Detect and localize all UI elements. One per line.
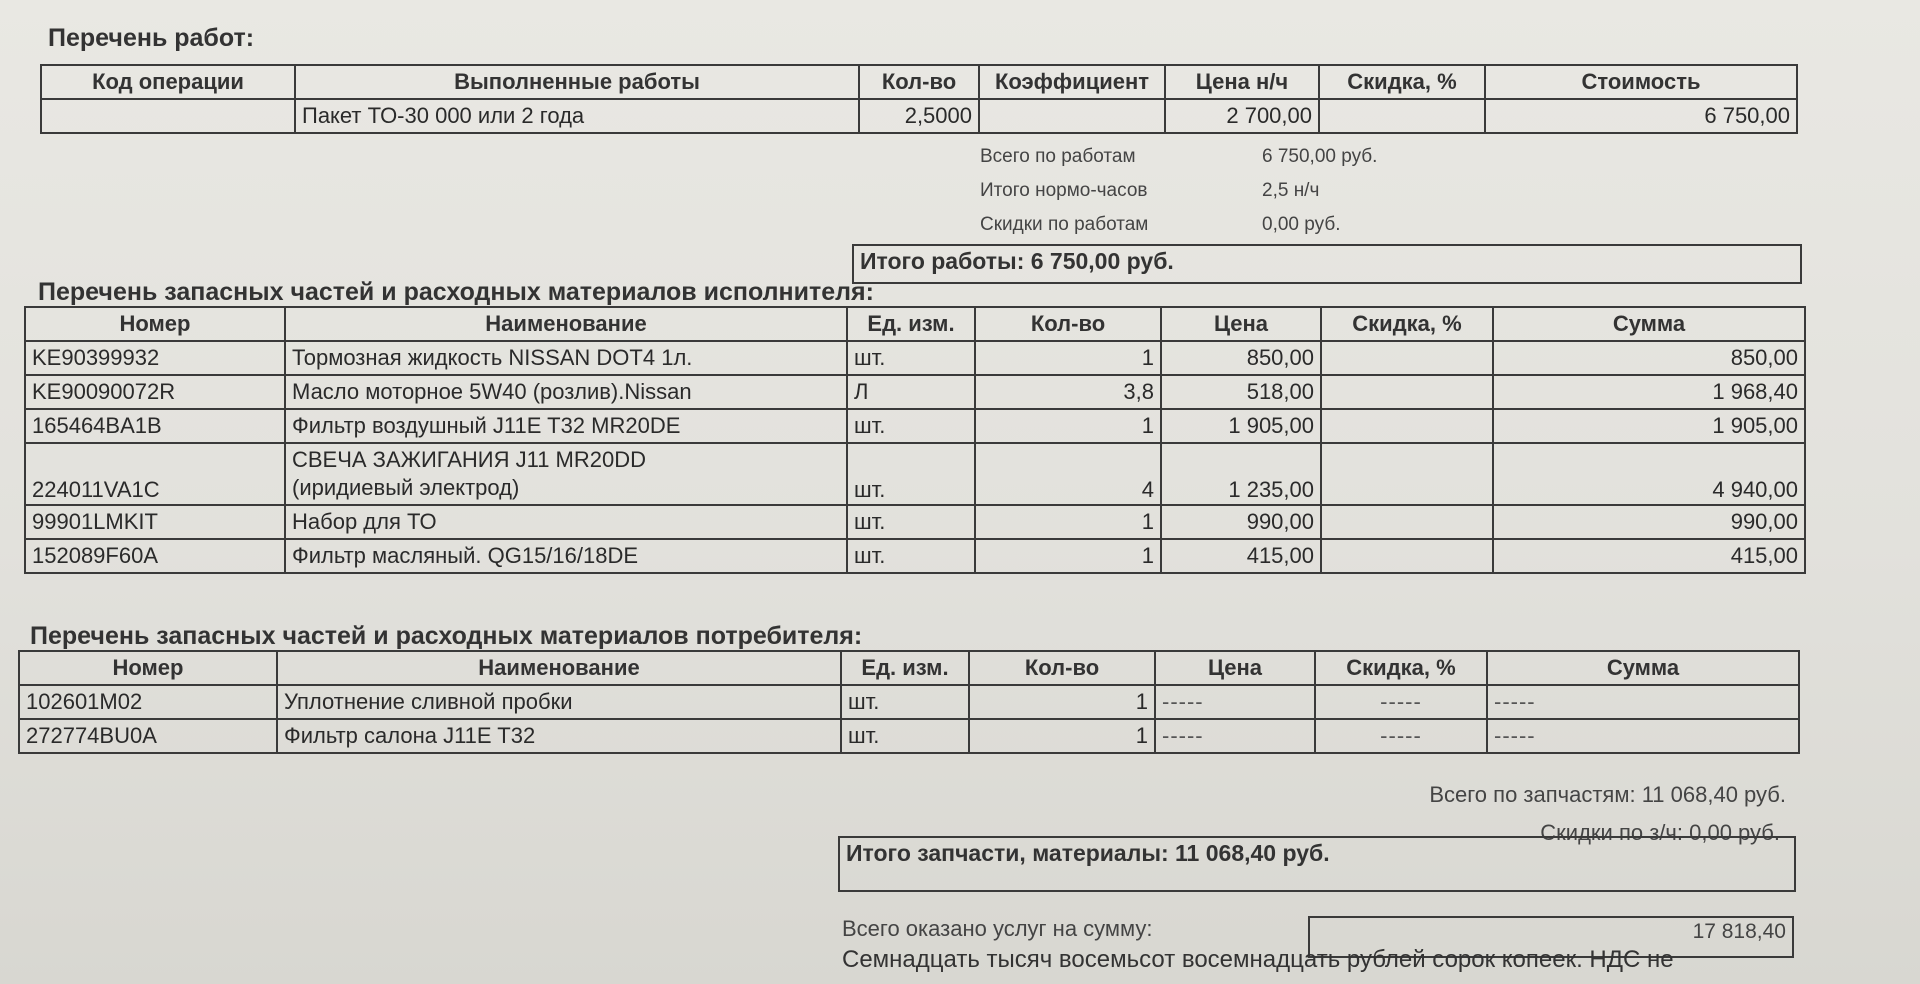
cell-name: Пакет ТО-30 000 или 2 года <box>295 99 859 133</box>
col-header: Выполненные работы <box>295 65 859 99</box>
table-row <box>41 99 1797 133</box>
col-header: Сумма <box>1487 651 1799 685</box>
col-header: Наименование <box>277 651 841 685</box>
col-header: Скидка, % <box>1321 307 1493 341</box>
col-header: Кол-во <box>859 65 979 99</box>
table-row: 165464BA1B Фильтр воздушный J11E T32 MR20DE шт. 1 1 905,00 1 905,00 <box>25 409 1805 443</box>
cell-code <box>41 99 295 133</box>
works-total-box: Итого работы: 6 750,00 руб. <box>852 244 1802 284</box>
col-header: Цена н/ч <box>1165 65 1319 99</box>
contractor-header-row <box>25 307 1805 341</box>
cell-name-line2: (иридиевый электрод) <box>292 475 520 500</box>
col-header: Скидка, % <box>1315 651 1487 685</box>
consumer-parts-title: Перечень запасных частей и расходных материалов потребителя: <box>30 622 863 650</box>
col-header: Ед. изм. <box>847 307 975 341</box>
cell-name-line1: СВЕЧА ЗАЖИГАНИЯ J11 MR20DD <box>292 447 646 472</box>
cell-qty: 2,5000 <box>859 99 979 133</box>
parts-total-box: Итого запчасти, материалы: 11 068,40 руб. <box>838 836 1796 892</box>
grand-total-label: Всего оказано услуг на сумму: <box>842 916 1153 941</box>
col-header: Скидка, % <box>1319 65 1485 99</box>
col-header: Коэффициент <box>979 65 1165 99</box>
consumer-header-row <box>19 651 1799 685</box>
col-header: Цена <box>1155 651 1315 685</box>
table-row: 224011VA1C СВЕЧА ЗАЖИГАНИЯ J11 MR20DD (иридиевый электрод) шт. 4 1 235,00 4 940,00 <box>25 443 1805 505</box>
table-row: KE90399932 Тормозная жидкость NISSAN DOT4 1л. шт. 1 850,00 850,00 <box>25 341 1805 375</box>
parts-summary-line: Всего по запчастям: 11 068,40 руб. <box>1429 782 1786 807</box>
col-header: Стоимость <box>1485 65 1797 99</box>
col-header: Цена <box>1161 307 1321 341</box>
grand-total-value: 17 818,40 <box>1308 916 1794 958</box>
table-row: 272774BU0A Фильтр салона J11E T32 шт. 1 ----- ----- ----- <box>19 719 1799 753</box>
works-title: Перечень работ: <box>48 24 255 52</box>
parts-summary-line: Скидки по з/ч: 0,00 руб. <box>1540 820 1780 845</box>
cell-coef <box>979 99 1165 133</box>
table-row: 152089F60A Фильтр масляный. QG15/16/18DE шт. 1 415,00 415,00 <box>25 539 1805 573</box>
col-header: Номер <box>19 651 277 685</box>
col-header: Кол-во <box>969 651 1155 685</box>
table-row: 99901LMKIT Набор для ТО шт. 1 990,00 990,00 <box>25 505 1805 539</box>
col-header: Код операции <box>41 65 295 99</box>
document-page: Перечень работ: Код операции Выполненные работы Кол-во Коэффициент Цена н/ч Скидка, % Стоимость Пакет ТО-30 000 или 2 года 2,5000 2 700,00 6 750,00 Всего по работам 6 750,00 руб. Итого нормо-часов 2,5 н/ч Скидки по работам 0,00 руб. Итого работы: 6 750,00 руб. Перечень запасных частей и расходных материалов исполнителя: Номер Наименование Ед. изм. Кол-во Цена Скидка, % Сумма KE90399932 Тормозная жидкость NISSAN DOT4 1л. шт. 1 850,00 850,00 KE90090072R Масло моторное 5W40 (розлив).Nissan Л 3,8 518,00 1 968,40 165464BA1B Фильтр воздушный J11E T32 MR20DE шт. 1 1 905,00 1 905,00 224011VA1C СВЕЧА ЗАЖИГАНИЯ J11 MR20DD (иридиевый электрод) шт. 4 1 235,00 4 940,00 99901LMKIT Набор для ТО шт. 1 990,00 990,00 152089F60A Фильтр масляный. QG15/16/18DE шт. 1 415,00 415,00 Перечень запасных частей и расходных материалов потребителя: Номер Наименование Ед. изм. Кол-во Цена Скидка, % Сумма 102601M02 Уплотнение сливной пробки шт. 1 ----- ----- ----- 272774BU0A Фильтр салона J11E T32 шт. 1 ----- ----- ----- Всего по запчастям: 11 068,40 руб. Скидки по з/ч: 0,00 руб. Итого запчасти, материалы: 11 068,40 руб. Всего оказано услуг на сумму: 17 818,40 Семнадцать тысяч восемьсот восемнадцать рублей сорок копеек. НДС не <box>0 0 1920 984</box>
col-header: Номер <box>25 307 285 341</box>
works-header-row <box>41 65 1797 99</box>
cell-cost: 6 750,00 <box>1485 99 1797 133</box>
col-header: Ед. изм. <box>841 651 969 685</box>
cell-price: 2 700,00 <box>1165 99 1319 133</box>
grand-total-words: Семнадцать тысяч восемьсот восемнадцать рублей сорок копеек. НДС не <box>842 946 1674 973</box>
col-header: Наименование <box>285 307 847 341</box>
col-header: Сумма <box>1493 307 1805 341</box>
consumer-parts-table <box>18 650 1800 754</box>
contractor-parts-table <box>24 306 1806 574</box>
table-row: KE90090072R Масло моторное 5W40 (розлив).Nissan Л 3,8 518,00 1 968,40 <box>25 375 1805 409</box>
col-header: Кол-во <box>975 307 1161 341</box>
contractor-parts-title: Перечень запасных частей и расходных материалов исполнителя: <box>38 278 874 306</box>
works-table <box>40 64 1798 134</box>
table-row: 102601M02 Уплотнение сливной пробки шт. 1 ----- ----- ----- <box>19 685 1799 719</box>
cell-discount <box>1319 99 1485 133</box>
